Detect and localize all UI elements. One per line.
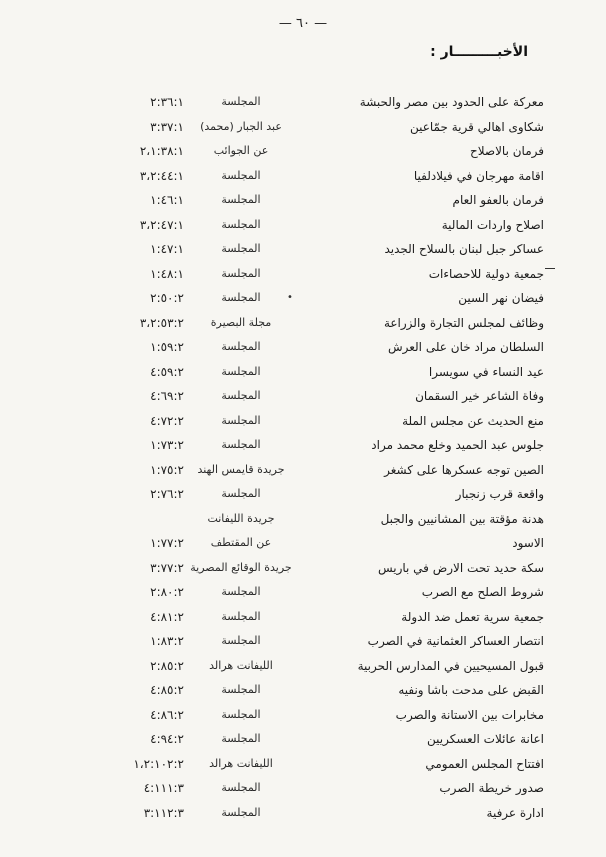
entry-reference: ٣،٢:٤٧:١ bbox=[139, 217, 184, 232]
entry-reference: ١:٨٣:٢ bbox=[150, 634, 184, 648]
entry-reference: ٣،٢:٥٣:٢ bbox=[139, 315, 184, 330]
entry-source: المجلسة bbox=[221, 585, 261, 598]
entry-row bbox=[0, 708, 606, 733]
entry-reference: ٤:٧٢:٢ bbox=[150, 413, 184, 428]
entry-title: الاسود bbox=[512, 536, 544, 550]
entry-source: المجلسة bbox=[221, 805, 261, 819]
entry-title: اعانة عائلات العسكريين bbox=[427, 732, 544, 746]
entry-row bbox=[0, 781, 606, 806]
entry-source: المجلسة bbox=[221, 683, 261, 696]
entry-reference: ٤:٦٩:٢ bbox=[150, 389, 184, 403]
entry-reference: ٢:٨٥:٢ bbox=[150, 658, 184, 673]
entry-reference: ٤:٥٩:٢ bbox=[150, 364, 184, 379]
entry-source: المجلسة bbox=[221, 168, 261, 182]
entry-source: المجلسة bbox=[221, 340, 261, 353]
entry-title: اقامة مهرجان في فيلادلفيا bbox=[413, 168, 544, 183]
entry-source: عن الجوائب bbox=[213, 144, 269, 157]
entry-row bbox=[0, 585, 606, 610]
entry-source: المجلسة bbox=[221, 732, 261, 745]
entry-title: افتتاح المجلس العمومي bbox=[425, 756, 544, 771]
entry-reference: ٣،٢:٤٤:١ bbox=[139, 168, 184, 183]
entry-row bbox=[0, 316, 606, 341]
entry-title: قبول المسيحيين في المدارس الحربية bbox=[357, 658, 544, 673]
entry-row bbox=[0, 144, 606, 169]
entry-row bbox=[0, 365, 606, 390]
entry-reference: ٤:١١١:٣ bbox=[143, 781, 184, 795]
entry-title: جمعية سرية تعمل ضد الدولة bbox=[401, 609, 544, 624]
entry-source: المجلسة bbox=[221, 487, 261, 500]
entry-reference: ٣:٧٧:٢ bbox=[150, 560, 184, 575]
entry-title: شروط الصلح مع الصرب bbox=[421, 585, 544, 599]
entry-source: الليفانت هرالد bbox=[209, 658, 273, 672]
entry-title: فرمان بالاصلاح bbox=[469, 144, 544, 158]
entry-title: انتصار العساكر العثمانية في الصرب bbox=[367, 634, 544, 648]
entry-row bbox=[0, 463, 606, 488]
entry-row bbox=[0, 95, 606, 120]
entry-row bbox=[0, 512, 606, 537]
entry-row bbox=[0, 806, 606, 831]
entry-row bbox=[0, 536, 606, 561]
stray-mark: • bbox=[287, 292, 293, 303]
entry-reference: ٢،١:٣٨:١ bbox=[139, 144, 184, 158]
entry-title: ادارة عرفية bbox=[486, 805, 544, 820]
entry-row bbox=[0, 732, 606, 757]
entry-source: المجلسة bbox=[221, 291, 261, 304]
entry-title: منع الحديث عن مجلس الملة bbox=[402, 413, 544, 428]
entry-source: المجلسة bbox=[221, 266, 261, 280]
entry-reference: ١:٤٧:١ bbox=[150, 242, 184, 256]
entry-row bbox=[0, 340, 606, 365]
page-number: — ٦٠ — bbox=[278, 16, 328, 31]
entry-source: مجلة البصيرة bbox=[210, 315, 272, 329]
entry-row bbox=[0, 120, 606, 145]
entry-row bbox=[0, 659, 606, 684]
entry-reference: ٣:٣٧:١ bbox=[150, 119, 184, 134]
entry-reference: ٢:٧٦:٢ bbox=[150, 487, 184, 501]
entry-row bbox=[0, 193, 606, 218]
entry-row bbox=[0, 218, 606, 243]
entry-reference: ٤:٨١:٢ bbox=[150, 609, 184, 624]
entry-row bbox=[0, 438, 606, 463]
entry-source: المجلسة bbox=[221, 364, 261, 378]
entry-reference: ١:٤٨:١ bbox=[150, 266, 184, 281]
entry-title: وظائف لمجلس التجارة والزراعة bbox=[383, 315, 544, 330]
entry-source: عن المقتطف bbox=[210, 536, 272, 549]
entry-reference: ٣:١١٢:٣ bbox=[143, 805, 184, 820]
entry-title: هدنة مؤقتة بين المشانيين والجبل bbox=[380, 511, 544, 526]
entry-source: المجلسة bbox=[221, 389, 261, 402]
entry-row bbox=[0, 487, 606, 512]
entry-title: القبض على مدحت باشا ونفيه bbox=[398, 683, 544, 697]
entry-row bbox=[0, 169, 606, 194]
entry-title: عساكر جبل لبنان بالسلاح الجديد bbox=[384, 242, 544, 256]
entry-reference: ١:٧٥:٢ bbox=[150, 462, 184, 477]
entry-title: فيضان نهر السين bbox=[458, 291, 544, 305]
entry-row bbox=[0, 683, 606, 708]
entry-reference: ٤:٨٥:٢ bbox=[150, 683, 184, 697]
entry-title: فرمان بالعفو العام bbox=[452, 193, 544, 207]
entry-source: المجلسة bbox=[221, 242, 261, 255]
entry-title: السلطان مراد خان على العرش bbox=[387, 340, 544, 354]
entry-source: المجلسة bbox=[221, 634, 261, 647]
entry-title: معركة على الحدود بين مصر والحبشة bbox=[359, 95, 544, 109]
entry-reference: ٤:٩٤:٢ bbox=[150, 732, 184, 746]
entry-title: وفاة الشاعر خير السقمان bbox=[415, 389, 544, 403]
entry-row bbox=[0, 561, 606, 586]
entry-source: المجلسة bbox=[221, 609, 261, 623]
entry-title: مخابرات بين الاستانة والصرب bbox=[395, 707, 544, 722]
entry-reference: ١،٢:١٠٢:٢ bbox=[133, 756, 184, 771]
entry-row bbox=[0, 242, 606, 267]
entry-source: المجلسة bbox=[221, 193, 261, 206]
entry-reference: ٢:٨٠:٢ bbox=[150, 585, 184, 599]
entry-title: سكة حديد تحت الارض في باريس bbox=[377, 560, 544, 575]
entry-reference: ١:٧٧:٢ bbox=[150, 536, 184, 550]
entry-source: عبد الجبار (محمد) bbox=[200, 119, 282, 133]
entry-source: جريدة قايمس الهند bbox=[197, 462, 285, 476]
news-entries-list bbox=[0, 95, 606, 830]
entry-source: جريدة الليفانت bbox=[207, 511, 275, 525]
entry-title: اصلاح واردات المالية bbox=[441, 217, 544, 232]
entry-reference: ٢:٣٦:١ bbox=[150, 95, 184, 109]
entry-source: المجلسة bbox=[221, 95, 261, 108]
entry-source: المجلسة bbox=[221, 217, 261, 231]
entry-source: جريدة الوقائع المصرية bbox=[190, 560, 292, 574]
entry-title: عيد النساء في سويسرا bbox=[428, 364, 544, 379]
entry-title: صدور خريطة الصرب bbox=[439, 781, 544, 795]
section-heading: الأخبـــــــــار : bbox=[430, 44, 528, 60]
entry-reference: ١:٧٣:٢ bbox=[150, 438, 184, 452]
entry-row bbox=[0, 291, 606, 316]
entry-row bbox=[0, 634, 606, 659]
entry-title: واقعة قرب زنجبار bbox=[455, 487, 544, 501]
entry-title: شكاوى اهالي قرية جمّاعين bbox=[409, 119, 544, 134]
entry-row bbox=[0, 414, 606, 439]
entry-title: جمعية دولية للاحصاءات bbox=[428, 266, 544, 281]
entry-row bbox=[0, 610, 606, 635]
entry-row bbox=[0, 757, 606, 782]
entry-title: جلوس عبد الحميد وخلع محمد مراد bbox=[371, 438, 544, 452]
entry-source: المجلسة bbox=[221, 438, 261, 451]
entry-reference: ١:٥٩:٢ bbox=[150, 340, 184, 354]
entry-title: الصين توجه عسكرها على كشغر bbox=[384, 462, 544, 477]
entry-reference: ٢:٥٠:٢ bbox=[150, 291, 184, 305]
entry-source: المجلسة bbox=[221, 707, 261, 721]
entry-row bbox=[0, 267, 606, 292]
entry-source: المجلسة bbox=[221, 781, 261, 794]
entry-source: الليفانت هرالد bbox=[209, 756, 273, 770]
entry-source: المجلسة bbox=[221, 413, 261, 427]
entry-row bbox=[0, 389, 606, 414]
entry-reference: ٤:٨٦:٢ bbox=[150, 707, 184, 722]
entry-reference: ١:٤٦:١ bbox=[150, 193, 184, 207]
